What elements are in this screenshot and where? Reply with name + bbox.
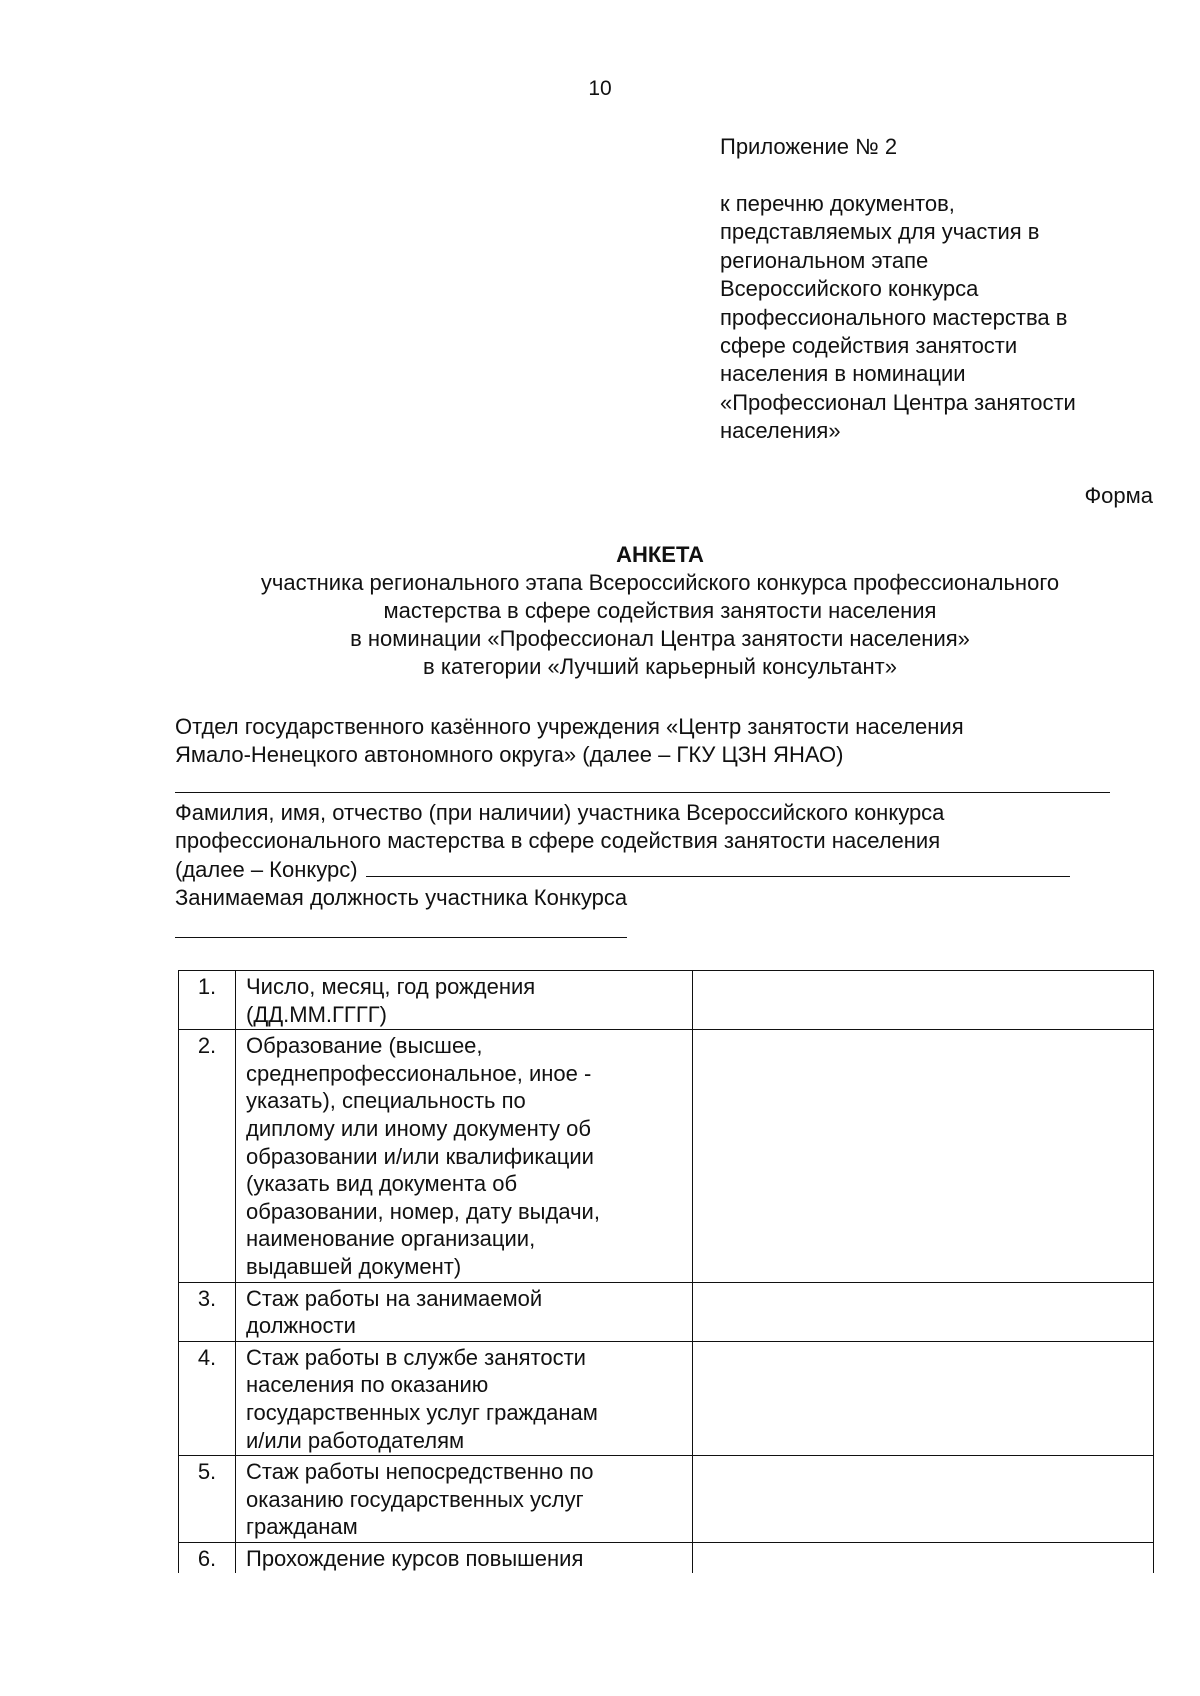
question-line: Стаж работы на занимаемой xyxy=(246,1285,543,1311)
heading-line: в категории «Лучший карьерный консультант» xyxy=(423,654,897,679)
question-line: гражданам xyxy=(246,1514,358,1540)
department-fill-line[interactable] xyxy=(175,792,1110,793)
heading-line: в номинации «Профессионал Центра занятости населения» xyxy=(350,626,970,651)
appendix-line: региональном этапе xyxy=(720,247,929,273)
appendix-line: к перечню документов, xyxy=(720,191,955,216)
question-line: Образование (высшее, xyxy=(246,1033,483,1059)
question-line: оказанию государственных услуг xyxy=(246,1486,584,1512)
questionnaire-table xyxy=(178,970,1154,1573)
question-line: диплому или иному документу об xyxy=(246,1115,592,1141)
question-line: выдавшей документ) xyxy=(246,1253,462,1279)
question-line: образовании, номер, дату выдачи, xyxy=(246,1198,600,1224)
position-label: Занимаемая должность участника Конкурса xyxy=(175,885,628,910)
appendix-line: населения» xyxy=(720,418,841,444)
row-question xyxy=(236,1456,693,1543)
question-line: среднепрофессиональное, иное - xyxy=(246,1060,592,1086)
row-number: 2. xyxy=(179,1030,236,1282)
question-line: государственных услуг гражданам xyxy=(246,1399,598,1425)
form-label: Форма xyxy=(1084,483,1153,508)
participant-name-block xyxy=(175,799,1135,884)
department-line: Отдел государственного казённого учреждения «Центр занятости населения xyxy=(175,714,964,739)
heading-title: АНКЕТА xyxy=(616,542,704,567)
heading-line: участника регионального этапа Всероссийского конкурса профессионального xyxy=(260,570,1060,595)
row-answer-cell[interactable] xyxy=(693,1456,1154,1543)
table-row xyxy=(179,1030,1154,1282)
question-line: наименование организации, xyxy=(246,1226,536,1252)
table-row xyxy=(179,1542,1154,1573)
row-question xyxy=(236,1282,693,1341)
table-row xyxy=(179,1341,1154,1455)
appendix-line: сфере содействия занятости xyxy=(720,333,1018,359)
row-answer-cell[interactable] xyxy=(693,1282,1154,1341)
page-number: 10 xyxy=(588,77,612,100)
question-line: образовании и/или квалификации xyxy=(246,1143,594,1169)
participant-name-fill-line[interactable] xyxy=(366,856,1070,877)
row-answer-cell[interactable] xyxy=(693,1542,1154,1573)
row-question xyxy=(236,971,693,1030)
participant-line: профессионального мастерства в сфере содействия занятости населения xyxy=(175,828,941,854)
position-fill-line[interactable] xyxy=(175,937,627,938)
row-number: 6. xyxy=(179,1542,236,1573)
question-line: (ДД.ММ.ГГГГ) xyxy=(246,1001,387,1027)
question-line: Стаж работы в службе занятости xyxy=(246,1344,586,1370)
table-row xyxy=(179,971,1154,1030)
row-answer-cell[interactable] xyxy=(693,1030,1154,1282)
appendix-description xyxy=(720,190,1160,446)
row-number: 4. xyxy=(179,1341,236,1455)
question-line: Прохождение курсов повышения xyxy=(246,1545,584,1571)
row-question xyxy=(236,1542,693,1573)
participant-line: Фамилия, имя, отчество (при наличии) участника Всероссийского конкурса xyxy=(175,800,945,825)
row-question xyxy=(236,1341,693,1455)
row-question xyxy=(236,1030,693,1282)
appendix-line: населения в номинации xyxy=(720,361,966,387)
document-heading xyxy=(160,541,1160,681)
heading-line: мастерства в сфере содействия занятости населения xyxy=(383,598,937,623)
row-number: 1. xyxy=(179,971,236,1030)
participant-line-with-field xyxy=(175,856,1135,884)
table-row xyxy=(179,1456,1154,1543)
appendix-line: представляемых для участия в xyxy=(720,219,1040,245)
row-number: 3. xyxy=(179,1282,236,1341)
question-line: указать), специальность по xyxy=(246,1088,526,1114)
appendix-line: «Профессионал Центра занятости xyxy=(720,389,1076,415)
appendix-line: Всероссийского конкурса xyxy=(720,276,979,302)
question-line: (указать вид документа об xyxy=(246,1171,518,1197)
row-answer-cell[interactable] xyxy=(693,1341,1154,1455)
participant-line: (далее – Конкурс) xyxy=(175,856,358,882)
question-line: Стаж работы непосредственно по xyxy=(246,1459,594,1485)
question-line: Число, месяц, год рождения xyxy=(246,974,536,999)
question-line: должности xyxy=(246,1313,356,1339)
row-answer-cell[interactable] xyxy=(693,971,1154,1030)
department-block xyxy=(175,713,1135,769)
question-line: и/или работодателям xyxy=(246,1427,465,1453)
appendix-title: Приложение № 2 xyxy=(720,134,898,159)
department-line: Ямало-Ненецкого автономного округа» (далее – ГКУ ЦЗН ЯНАО) xyxy=(175,742,844,767)
row-number: 5. xyxy=(179,1456,236,1543)
question-line: населения по оказанию xyxy=(246,1372,489,1398)
table-row xyxy=(179,1282,1154,1341)
appendix-line: профессионального мастерства в xyxy=(720,304,1068,330)
